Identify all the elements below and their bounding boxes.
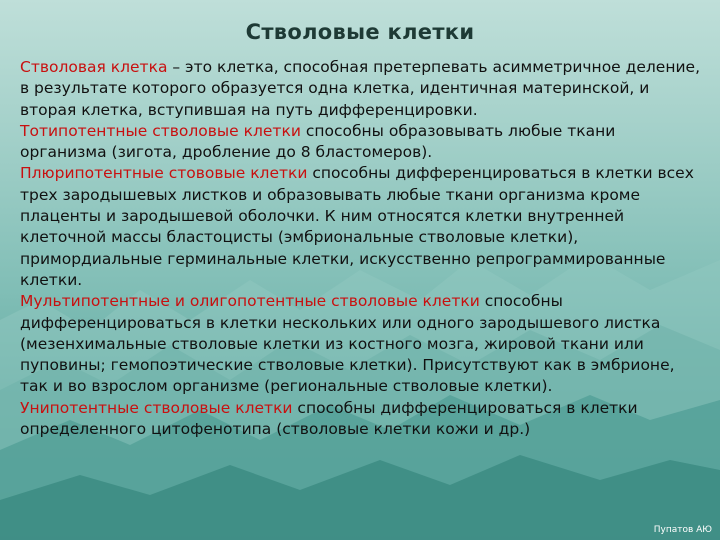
paragraph-pluripotent [20, 163, 700, 291]
definition-stem-cell: – это клетка, способная претерпевать асимметричное деление, в результате которого образуется одна клетка, идентичная материнской, и вторая клетка, вступившая на путь дифференцировки. [20, 58, 701, 119]
paragraph-multipotent [20, 291, 700, 397]
term-unipotent: Унипотентные стволовые клетки [20, 398, 293, 417]
definition-pluripotent: способны дифференцироваться в клетки всех трех зародышевых листков и образовывать любые ткани организма кроме плаценты и зародышевой оболочки. К ним относятся клетки внутренней клеточной массы бластоцисты (эмбриональные стволовые клетки), примордиальные герминальные клетки, искусственно репрограммированные клетки. [20, 164, 694, 289]
slide-content [20, 57, 700, 440]
slide-title: Стволовые клетки [245, 20, 475, 44]
definition-multipotent: способны дифференцироваться в клетки нескольких или одного зародышевого листка (мезенхимальные стволовые клетки из костного мозга, жировой ткани или пуповины; гемопоэтические стволовые клетки). Присутствуют как в эмбрионе, так и во взрослом организме (региональные стволовые клетки). [20, 292, 675, 396]
term-multipotent: Мультипотентные и олигопотентные стволовые клетки [20, 292, 480, 311]
paragraph-stem-cell [20, 57, 700, 121]
paragraph-unipotent [20, 398, 700, 441]
author-credit: Пупатов АЮ [653, 525, 712, 535]
paragraph-totipotent [20, 121, 700, 164]
definition-unipotent: способны дифференцироваться в клетки определенного цитофенотипа (стволовые клетки кожи и др.) [20, 398, 638, 439]
term-stem-cell: Стволовая клетка [20, 58, 168, 76]
term-totipotent: Тотипотентные стволовые клетки [20, 121, 301, 140]
definition-totipotent: способны образовывать любые ткани организма (зигота, дробление до 8 бластомеров). [20, 121, 616, 162]
term-pluripotent: Плюрипотентные стововые клетки [20, 164, 308, 183]
